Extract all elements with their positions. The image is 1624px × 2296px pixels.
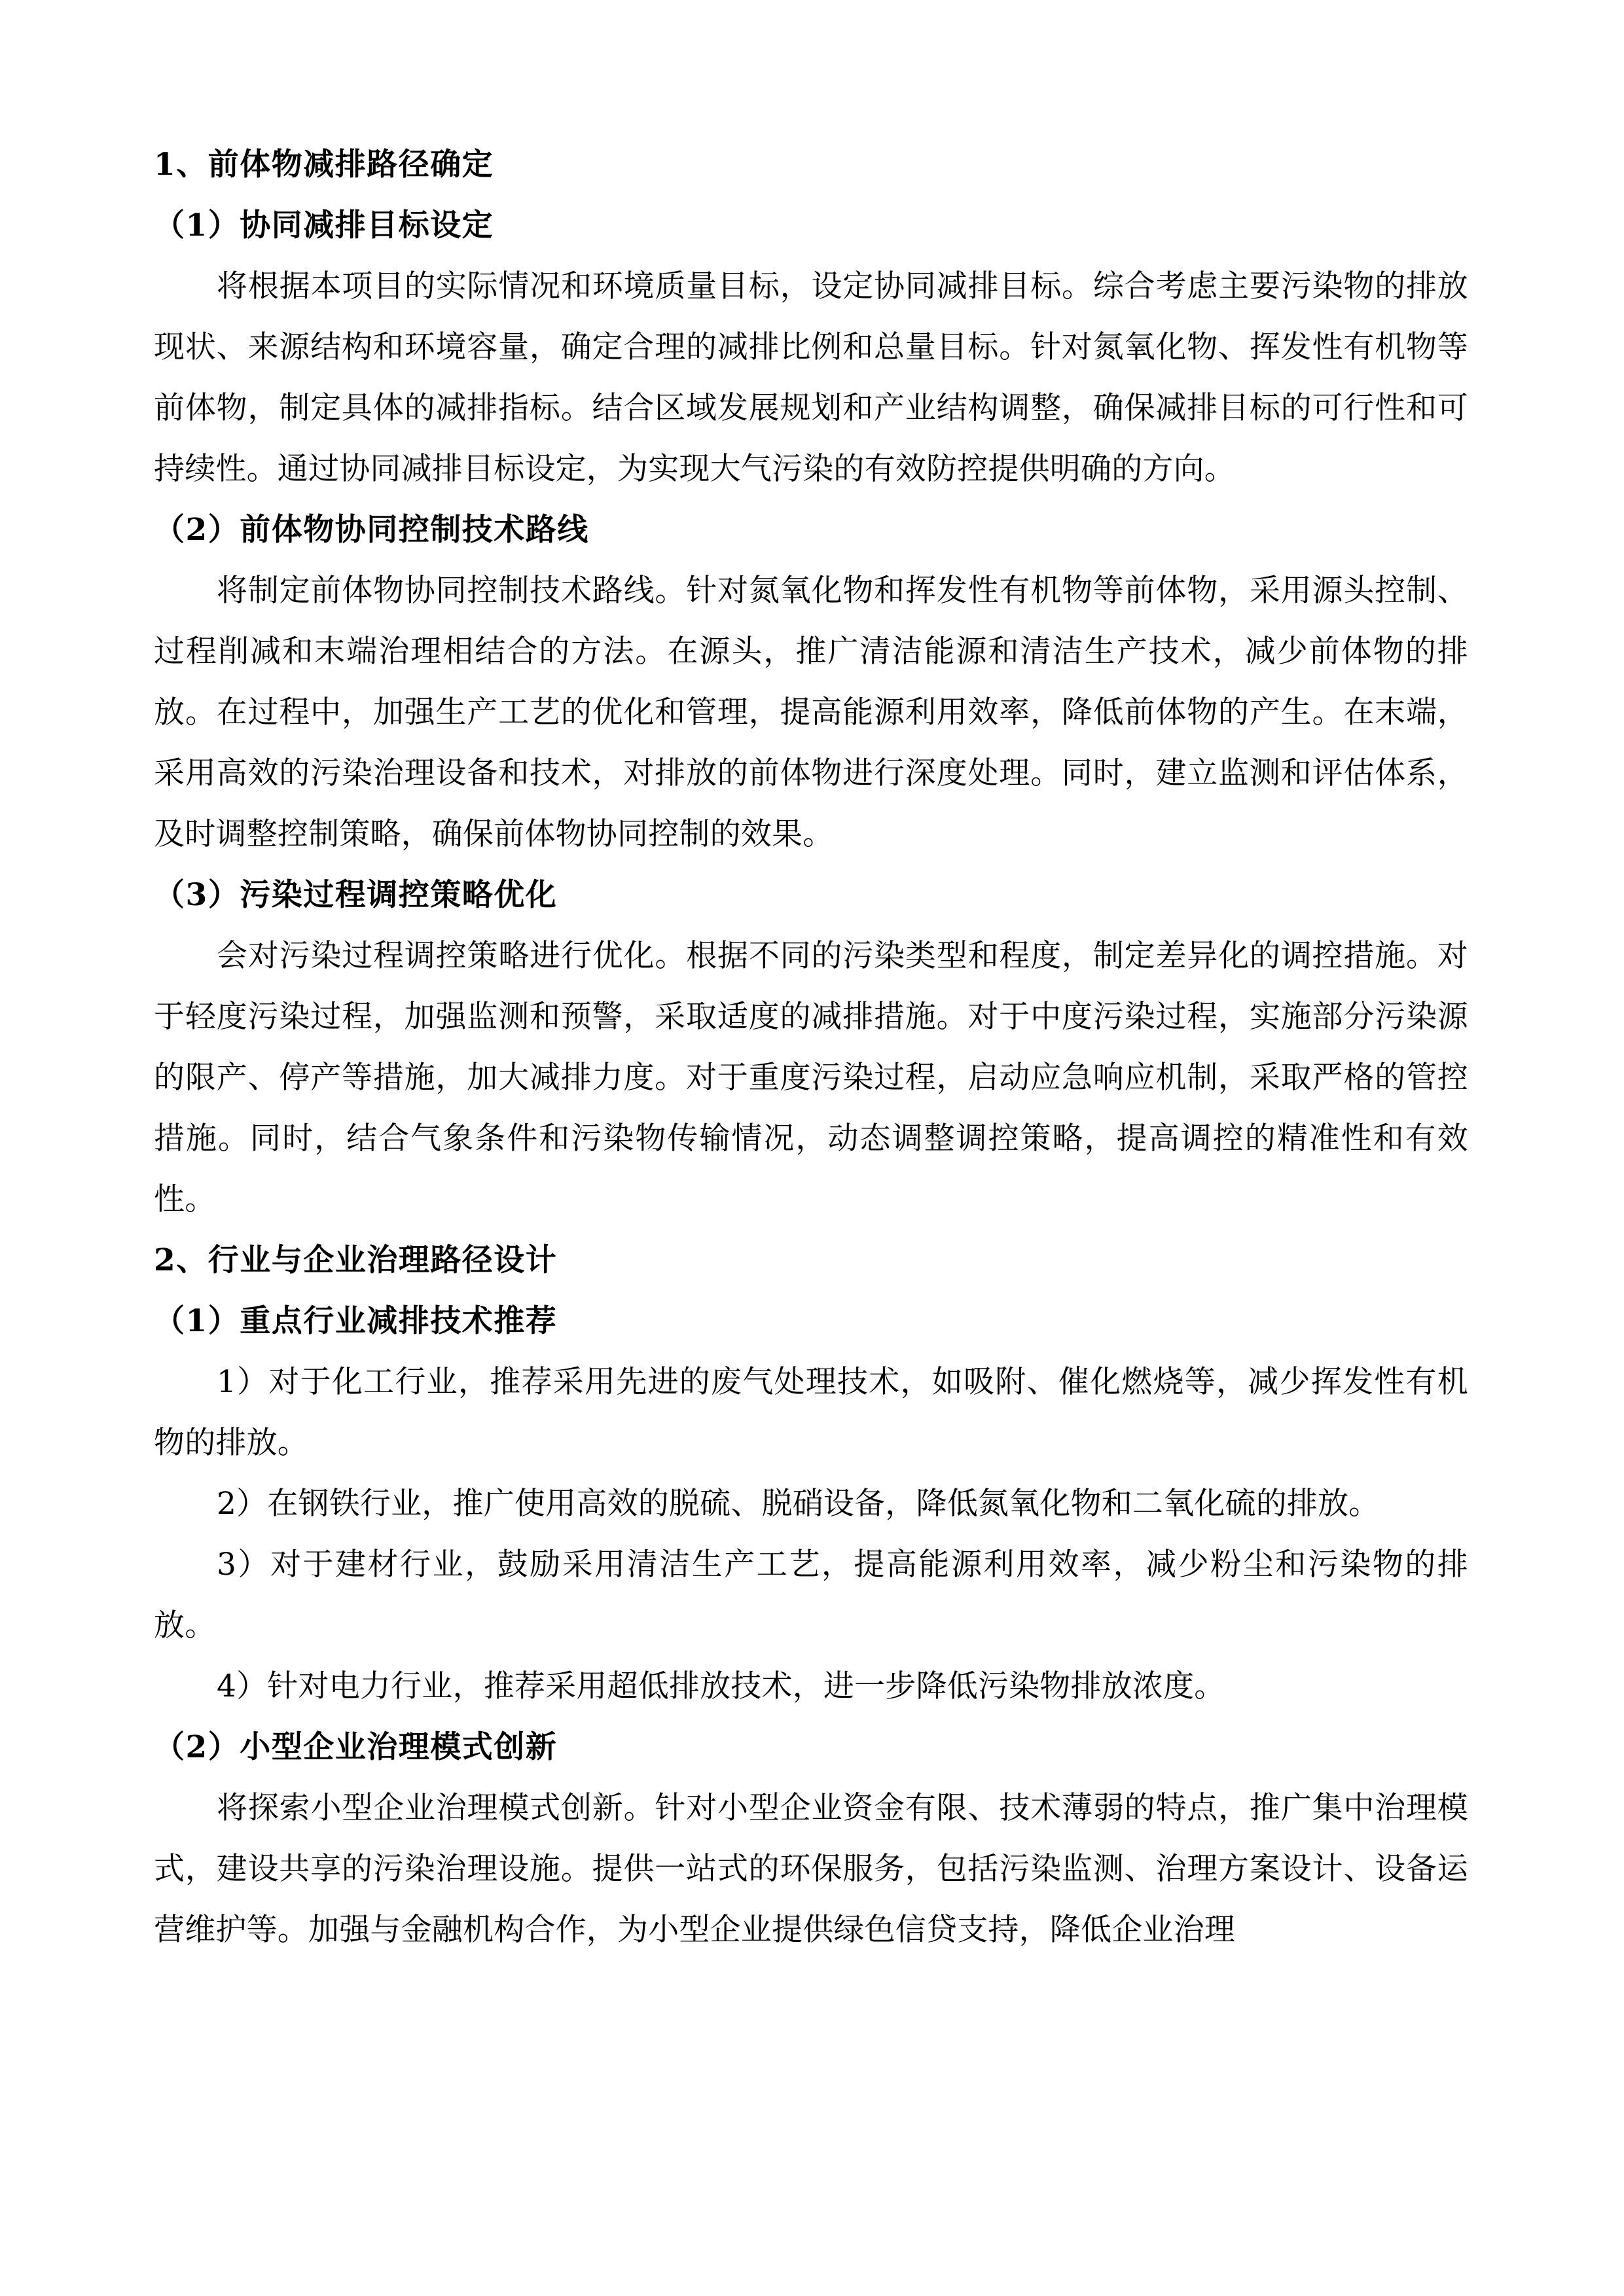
subsection-heading-2-2: （2）小型企业治理模式创新 [154,1729,558,1765]
list-item: 1）对于化工行业，推荐采用先进的废气处理技术，如吸附、催化燃烧等，减少挥发性有机物的排放。 [154,1364,1468,1461]
section-heading-1: 1、前体物减排路径确定 [154,147,494,183]
list-item: 3）对于建材行业，鼓励采用清洁生产工艺，提高能源利用效率，减少粉尘和污染物的排放。 [154,1547,1468,1643]
paragraph-1-1: 将根据本项目的实际情况和环境质量目标，设定协同减排目标。综合考虑主要污染物的排放现状、来源结构和环境容量，确定合理的减排比例和总量目标。针对氮氧化物、挥发性有机物等前体物，制定具体的减排指标。结合区域发展规划和产业结构调整，确保减排目标的可行性和可持续性。通过协同减排目标设定，为实现大气污染的有效防控提供明确的方向。 [154,268,1468,487]
paragraph-2-2: 将探索小型企业治理模式创新。针对小型企业资金有限、技术薄弱的特点，推广集中治理模式，建设共享的污染治理设施。提供一站式的环保服务，包括污染监测、治理方案设计、设备运营维护等。加强与金融机构合作，为小型企业提供绿色信贷支持，降低企业治理 [154,1790,1468,1948]
list-item: 4）针对电力行业，推荐采用超低排放技术，进一步降低污染物排放浓度。 [217,1668,1225,1704]
paragraph-1-3: 会对污染过程调控策略进行优化。根据不同的污染类型和程度，制定差异化的调控措施。对于轻度污染过程，加强监测和预警，采取适度的减排措施。对于中度污染过程，实施部分污染源的限产、停产等措施，加大减排力度。对于重度污染过程，启动应急响应机制，采取严格的管控措施。同时，结合气象条件和污染物传输情况，动态调整调控策略，提高调控的精准性和有效性。 [154,938,1468,1217]
subsection-heading-2-1: （1）重点行业减排技术推荐 [154,1303,558,1339]
list-item: 2）在钢铁行业，推广使用高效的脱硫、脱硝设备，降低氮氧化物和二氧化硫的排放。 [217,1486,1380,1522]
section-heading-2: 2、行业与企业治理路径设计 [154,1242,558,1278]
paragraph-1-2: 将制定前体物协同控制技术路线。针对氮氧化物和挥发性有机物等前体物，采用源头控制、过程削减和末端治理相结合的方法。在源头，推广清洁能源和清洁生产技术，减少前体物的排放。在过程中，加强生产工艺的优化和管理，提高能源利用效率，降低前体物的产生。在末端，采用高效的污染治理设备和技术，对排放的前体物进行深度处理。同时，建立监测和评估体系，及时调整控制策略，确保前体物协同控制的效果。 [154,573,1468,852]
subsection-heading-1-3: （3）污染过程调控策略优化 [154,877,558,913]
subsection-heading-1-1: （1）协同减排目标设定 [154,207,494,243]
subsection-heading-1-2: （2）前体物协同控制技术路线 [154,512,589,548]
document-body [154,134,1468,1960]
